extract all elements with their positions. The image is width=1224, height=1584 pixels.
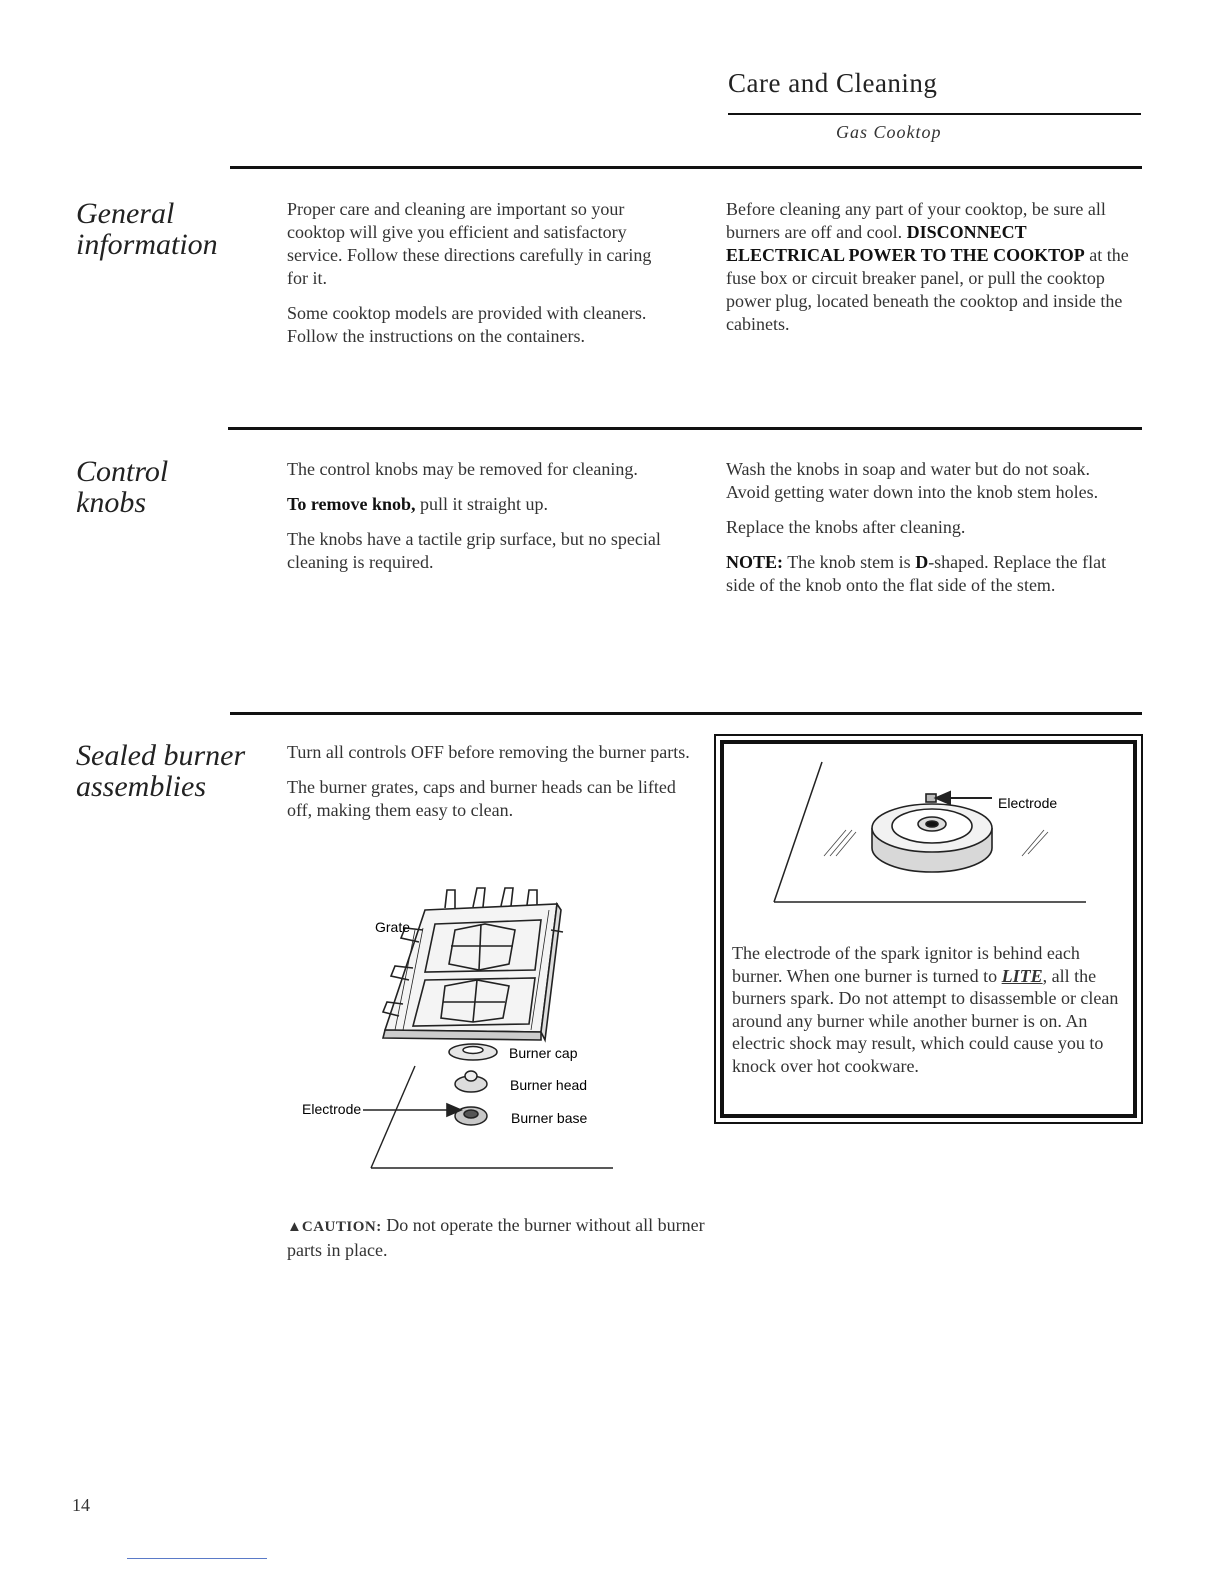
grate-label: Grate	[375, 919, 411, 935]
text: The electrode of the spark ignitor is behind each burner. When one burner is turned to	[732, 943, 1080, 986]
section-rule-burner	[230, 712, 1142, 715]
text: -shaped. Replace the flat side of the knob onto the flat side of the stem.	[726, 552, 1107, 595]
electrode-label: Electrode	[998, 795, 1058, 811]
burner-col1	[287, 741, 702, 834]
paragraph: The knobs have a tactile grip surface, but no special cleaning is required.	[287, 529, 661, 572]
paragraph: Turn all controls OFF before removing the burner parts.	[287, 742, 690, 762]
electrode-warning-text	[732, 942, 1127, 1077]
paragraph: The burner grates, caps and burner heads can be lifted off, making them easy to clean.	[287, 777, 676, 820]
page-subtitle: Gas Cooktop	[836, 122, 942, 142]
warning-bold-text: DISCONNECT ELECTRICAL POWER TO THE COOKTOP	[726, 222, 1085, 265]
burner-head-label: Burner head	[510, 1077, 588, 1093]
paragraph	[726, 551, 1131, 597]
section-title-line: Control	[76, 455, 169, 488]
electrode-pointer	[936, 792, 992, 804]
general-col1	[287, 198, 672, 360]
section-title-general	[76, 198, 218, 260]
burner-cap-illustration	[449, 1044, 497, 1060]
section-title-line: General	[76, 197, 175, 230]
paragraph	[287, 493, 682, 516]
paragraph: Some cooktop models are provided with cleaners. Follow the instructions on the containers.	[287, 303, 647, 346]
section-rule-general	[230, 166, 1142, 169]
section-title-line: information	[76, 228, 218, 261]
page-title: Care and Cleaning	[728, 68, 938, 98]
sealed-burner-illustration	[872, 794, 992, 872]
burner-head-illustration	[455, 1071, 487, 1092]
caution-icon: ▲	[287, 1219, 302, 1235]
header-rule	[728, 113, 1141, 115]
electrode-diagram	[760, 756, 1100, 906]
d-letter: D	[915, 552, 929, 572]
grate-illustration	[383, 888, 563, 1040]
text: pull it straight up.	[415, 494, 549, 514]
paragraph	[726, 198, 1141, 336]
section-rule-knobs	[228, 427, 1142, 430]
caution-note	[287, 1214, 707, 1262]
section-title-line: Sealed burner	[76, 739, 246, 772]
page-number: 14	[72, 1495, 90, 1515]
section-title-knobs	[76, 456, 168, 518]
paragraph: Wash the knobs in soap and water but do not soak. Avoid getting water down into the knob stem holes.	[726, 459, 1099, 502]
burner-cap-label: Burner cap	[509, 1045, 578, 1061]
paragraph: The control knobs may be removed for cleaning.	[287, 459, 638, 479]
footer-link-underline	[127, 1558, 267, 1559]
section-title-line: knobs	[76, 486, 146, 519]
section-title-burner	[76, 740, 245, 802]
lite-setting-text: LITE	[1001, 965, 1043, 986]
text: The knob stem is	[783, 552, 916, 572]
knobs-col2	[726, 458, 1131, 609]
note-label: NOTE:	[726, 552, 784, 572]
general-col2	[726, 198, 1141, 348]
burner-base-label: Burner base	[511, 1110, 588, 1126]
burner-exploded-diagram	[295, 880, 625, 1180]
caution-label: CAUTION:	[301, 1219, 382, 1235]
section-title-line: assemblies	[76, 770, 206, 803]
text: , all the burners spark. Do not attempt to disassemble or clean around any burner while another burner is on. An electric shock may result, which could cause you to knock over hot cookware.	[732, 965, 1119, 1076]
paragraph: Proper care and cleaning are important so your cooktop will give you efficient and satisfactory service. Follow these directions carefully in caring for it.	[287, 199, 652, 288]
electrode-label: Electrode	[302, 1101, 362, 1117]
text: at the fuse box or circuit breaker panel, or pull the cooktop power plug, located beneath the cooktop and inside the cabinets.	[726, 245, 1129, 334]
bold-lead: To remove knob,	[287, 494, 416, 514]
knobs-col1	[287, 458, 682, 586]
electrode-pointer	[363, 1104, 461, 1116]
paragraph: Replace the knobs after cleaning.	[726, 517, 966, 537]
caution-text: Do not operate the burner without all burner parts in place.	[287, 1215, 705, 1260]
text: Before cleaning any part of your cooktop, be sure all burners are off and cool.	[726, 199, 1106, 242]
